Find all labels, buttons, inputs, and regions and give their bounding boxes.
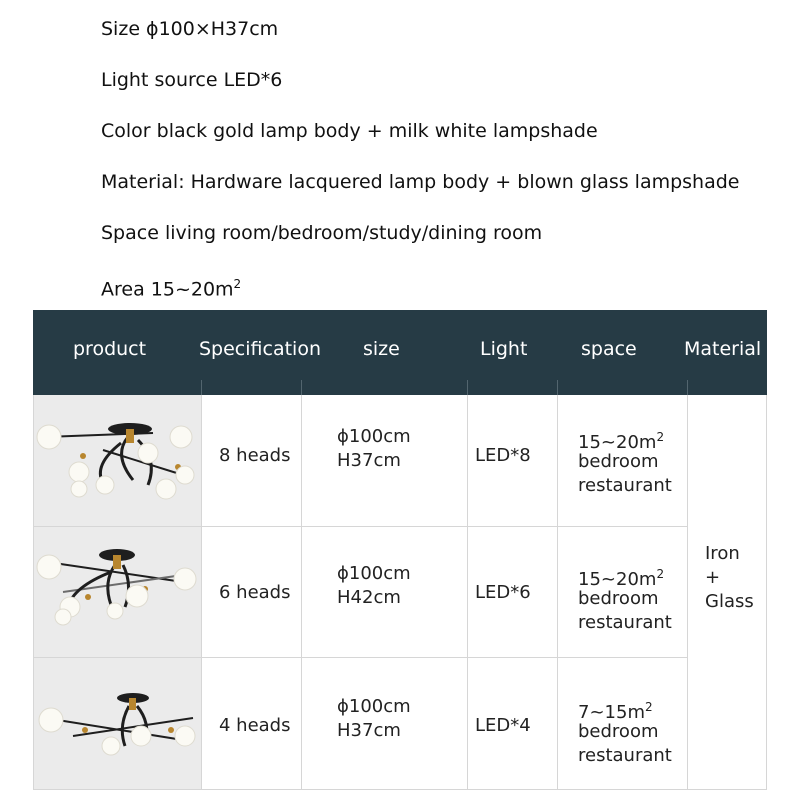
row-size-height: H37cm <box>337 450 401 471</box>
product-table <box>33 310 767 790</box>
product-image-8-heads <box>33 395 201 526</box>
chandelier-4-heads-icon <box>33 658 201 790</box>
row-size-diameter: ϕ100cm <box>337 696 411 717</box>
chandelier-8-heads-icon <box>33 395 201 526</box>
material-line-3: Glass <box>705 591 754 612</box>
spec-size: Size ϕ100×H37cm <box>101 18 279 40</box>
column-divider <box>557 395 558 790</box>
table-body <box>33 395 767 790</box>
row-size-diameter: ϕ100cm <box>337 563 411 584</box>
column-divider <box>301 395 302 790</box>
table-header <box>33 310 767 395</box>
spec-area-text: Area 15~20m <box>101 278 234 301</box>
row-space-1: bedroom <box>578 451 659 472</box>
header-product: product <box>73 338 147 360</box>
header-divider <box>687 380 688 395</box>
row-space-2: restaurant <box>578 475 672 496</box>
row-space-2: restaurant <box>578 612 672 633</box>
column-divider <box>687 395 688 790</box>
row-light: LED*6 <box>475 582 531 603</box>
header-divider <box>557 380 558 395</box>
row-space-1: bedroom <box>578 721 659 742</box>
spec-material: Material: Hardware lacquered lamp body + blown glass lampshade <box>101 171 740 193</box>
header-divider <box>467 380 468 395</box>
spec-area <box>101 272 241 301</box>
spec-area-sup: 2 <box>233 277 242 291</box>
material-line-2: + <box>705 567 721 588</box>
column-divider <box>201 395 202 790</box>
header-divider <box>301 380 302 395</box>
table-border <box>33 789 767 790</box>
spec-color: Color black gold lamp body + milk white lampshade <box>101 120 598 142</box>
header-material: Material <box>684 338 762 360</box>
row-area-sup: 2 <box>644 700 653 714</box>
row-area-sup: 2 <box>656 430 665 444</box>
row-spec: 4 heads <box>219 715 291 736</box>
row-divider <box>33 526 687 527</box>
row-space-1: bedroom <box>578 588 659 609</box>
row-size-diameter: ϕ100cm <box>337 426 411 447</box>
row-light: LED*8 <box>475 445 531 466</box>
chandelier-6-heads-icon <box>33 527 201 657</box>
header-size: size <box>363 338 400 360</box>
table-border <box>33 395 34 790</box>
row-area-text: 15~20m <box>578 432 657 453</box>
product-image-6-heads <box>33 527 201 657</box>
header-light: Light <box>480 338 528 360</box>
row-area-text: 7~15m <box>578 702 645 723</box>
row-divider <box>33 657 687 658</box>
row-area-sup: 2 <box>656 567 665 581</box>
row-space-2: restaurant <box>578 745 672 766</box>
table-border <box>766 395 767 790</box>
material-line-1: Iron <box>705 543 740 564</box>
header-space: space <box>581 338 637 360</box>
row-spec: 8 heads <box>219 445 291 466</box>
row-size-height: H42cm <box>337 587 401 608</box>
row-area-text: 15~20m <box>578 569 657 590</box>
row-size-height: H37cm <box>337 720 401 741</box>
header-specification: Specification <box>199 338 321 360</box>
row-light: LED*4 <box>475 715 531 736</box>
header-divider <box>201 380 202 395</box>
column-divider <box>467 395 468 790</box>
spec-space: Space living room/bedroom/study/dining room <box>101 222 543 244</box>
row-spec: 6 heads <box>219 582 291 603</box>
spec-light-source: Light source LED*6 <box>101 69 283 91</box>
product-image-4-heads <box>33 658 201 790</box>
